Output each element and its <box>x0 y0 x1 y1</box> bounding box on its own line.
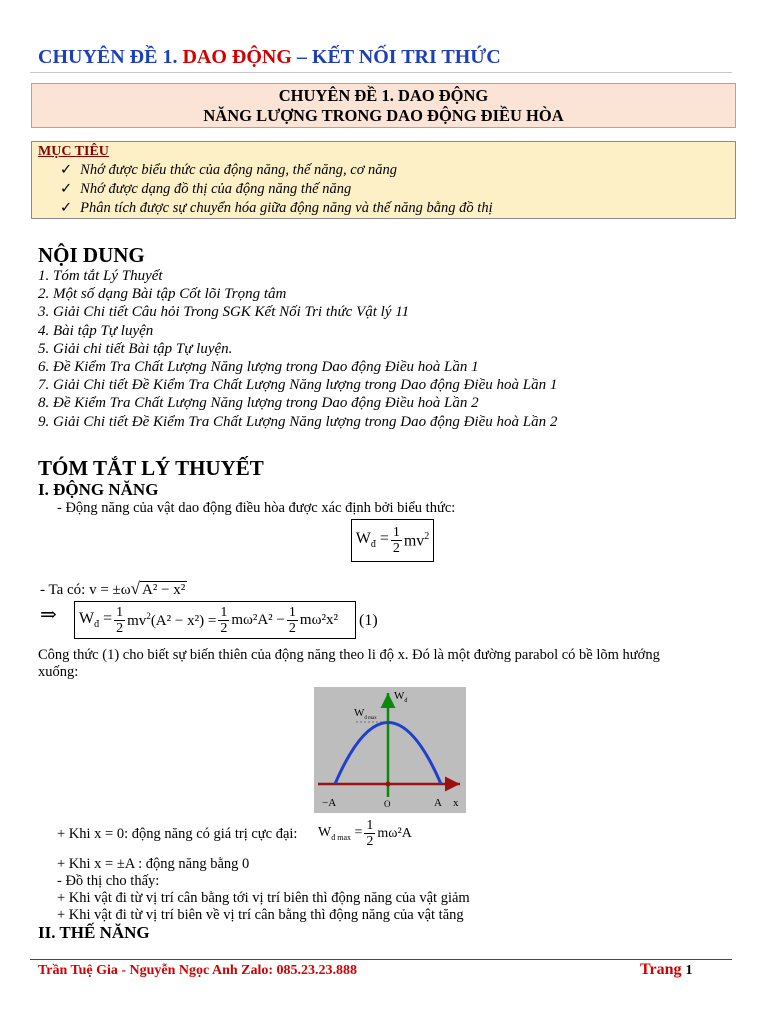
fraction-denominator: 2 <box>392 541 400 556</box>
formula-symbol: W <box>79 609 95 627</box>
velocity-relation <box>40 580 187 599</box>
check-icon: ✓ <box>60 162 73 178</box>
fraction-numerator: 1 <box>220 604 228 620</box>
fraction-one-half <box>364 818 375 849</box>
fraction-denominator: 2 <box>288 620 296 636</box>
objective-item <box>38 180 735 199</box>
equals-sign: = <box>375 530 389 548</box>
formula-superscript: 2 <box>424 530 430 542</box>
velocity-label: - Ta có: v = ±ω <box>40 582 131 598</box>
equals-sign: = <box>204 612 217 629</box>
fraction-denominator: 2 <box>366 834 374 849</box>
parabola-description-line2: xuống: <box>38 664 79 680</box>
kinetic-energy-parabola-figure <box>314 687 466 813</box>
contents-item: 3. Giải Chi tiết Câu hỏi Trong SGK Kết Nối Tri thức Vật lý 11 <box>38 304 410 321</box>
equals-sign: = <box>351 825 363 841</box>
formula-term: mω²A <box>377 825 412 841</box>
fraction-one-half <box>218 605 229 636</box>
objective-text: Phân tích được sự chuyển hóa giữa động năng và thế năng bằng đồ thị <box>80 200 493 216</box>
formula-term: mv <box>403 532 425 550</box>
formula-symbol: W <box>355 530 371 548</box>
contents-item: 1. Tóm tắt Lý Thuyết <box>38 268 163 284</box>
objective-item <box>38 199 735 218</box>
header-part1: CHUYÊN ĐỀ 1. <box>38 46 183 68</box>
implies-arrow-icon: ⇒ <box>40 604 57 626</box>
fraction-denominator: 2 <box>116 620 124 636</box>
header-part2: DAO ĐỘNG <box>182 46 292 68</box>
page-label: Trang <box>640 961 682 978</box>
formula-subscript: đ max <box>331 832 351 842</box>
objectives-box <box>31 141 736 219</box>
footer-authors: Trần Tuệ Gia - Nguyễn Ngọc Anh Zalo: 085.23.23.888 <box>38 963 358 978</box>
bullet-zero-kinetic: + Khi x = ±A : động năng bằng 0 <box>57 856 250 872</box>
minus-sign: − <box>272 611 285 628</box>
check-icon: ✓ <box>60 181 73 197</box>
bullet-kinetic-decrease: + Khi vật đi từ vị trí cân bằng tới vị trí biên thì động năng của vật giảm <box>57 890 470 906</box>
formula-subscript: đ <box>94 619 100 631</box>
footer-divider <box>30 959 732 960</box>
parabola-description-line1: Công thức (1) cho biết sự biến thiên của động năng theo li độ x. Đó là một đường parabol có bề lõm hướng <box>38 647 660 663</box>
section-1-title: I. ĐỘNG NĂNG <box>38 480 159 499</box>
contents-item: 6. Đề Kiểm Tra Chất Lượng Năng lượng trong Dao động Điều hoà Lần 1 <box>38 359 479 376</box>
x-axis-name: x <box>453 797 459 809</box>
kinetic-energy-graph <box>314 687 466 813</box>
header-part3: – KẾT NỐI TRI THỨC <box>291 46 501 68</box>
theory-heading: TÓM TẮT LÝ THUYẾT <box>38 456 264 480</box>
objectives-heading: MỤC TIÊU <box>38 144 109 159</box>
equation-number: (1) <box>359 612 378 629</box>
lesson-title-box <box>31 83 736 128</box>
title-line-1: CHUYÊN ĐỀ 1. DAO ĐỘNG <box>278 86 489 105</box>
formula-superscript: 2 <box>146 610 151 621</box>
section-2-title: II. THẾ NĂNG <box>38 923 150 942</box>
max-kinetic-formula <box>318 818 412 849</box>
radicand: A² − x² <box>141 582 186 598</box>
bullet-graph-shows: - Đồ thị cho thấy: <box>57 873 160 889</box>
x-label-a: A <box>434 797 442 809</box>
contents-item: 9. Giải Chi tiết Đề Kiểm Tra Chất Lượng Năng lượng trong Dao động Điều hoà Lần 2 <box>38 413 558 430</box>
objective-text: Nhớ được dạng đồ thị của động năng thế năng <box>80 181 352 197</box>
objective-text: Nhớ được biểu thức của động năng, thế năng, cơ năng <box>80 162 398 178</box>
y-axis-label: $W_đ$ <box>394 690 408 704</box>
contents-heading: NỘI DUNG <box>38 243 145 267</box>
check-icon: ✓ <box>60 200 73 216</box>
footer-page <box>640 961 692 979</box>
max-label: $W_{đ max}$ <box>354 707 377 721</box>
formula-term: mω²x² <box>299 611 338 628</box>
contents-item: 2. Một số dạng Bài tập Cốt lõi Trọng tâm <box>38 286 287 303</box>
chapter-header <box>38 46 501 69</box>
contents-item: 5. Giải chi tiết Bài tập Tự luyện. <box>38 340 233 357</box>
objective-item <box>38 161 735 180</box>
title-line-2: NĂNG LƯỢNG TRONG DAO ĐỘNG ĐIỀU HÒA <box>203 106 564 125</box>
x-label-origin: O <box>384 799 391 809</box>
bullet-kinetic-increase: + Khi vật đi từ vị trí biên về vị trí cân bằng thì động năng của vật tăng <box>57 907 464 923</box>
bullet-max-kinetic: + Khi x = 0: động năng có giá trị cực đại: <box>57 826 298 842</box>
fraction-numerator: 1 <box>116 604 124 620</box>
formula-term: mω²A² <box>231 611 273 628</box>
page-number: 1 <box>685 963 693 978</box>
contents-item: 7. Giải Chi tiết Đề Kiểm Tra Chất Lượng Năng lượng trong Dao động Điều hoà Lần 1 <box>38 377 558 394</box>
origin-dot <box>386 782 391 787</box>
fraction-numerator: 1 <box>366 818 374 833</box>
fraction-numerator: 1 <box>288 604 296 620</box>
x-label-minus-a: −A <box>322 797 337 809</box>
formula-subscript: đ <box>370 539 376 551</box>
fraction-denominator: 2 <box>220 620 228 636</box>
kinetic-energy-expansion <box>74 601 356 639</box>
contents-list <box>38 267 557 431</box>
kinetic-energy-formula <box>351 519 434 562</box>
formula-term: (A² − x²) <box>150 612 205 629</box>
sqrt-icon: √ <box>130 579 140 598</box>
fraction-one-half <box>287 605 298 636</box>
header-divider <box>30 72 732 73</box>
formula-term: mv <box>127 612 147 629</box>
fraction-one-half <box>391 525 402 556</box>
intro-text: - Động năng của vật dao động điều hòa được xác định bởi biểu thức: <box>57 500 456 516</box>
formula-symbol: W <box>318 825 332 841</box>
contents-item: 4. Bài tập Tự luyện <box>38 322 154 339</box>
equals-sign: = <box>99 609 113 627</box>
fraction-numerator: 1 <box>392 525 400 540</box>
fraction-one-half <box>114 605 125 636</box>
contents-item: 8. Đề Kiểm Tra Chất Lượng Năng lượng trong Dao động Điều hoà Lần 2 <box>38 395 479 412</box>
